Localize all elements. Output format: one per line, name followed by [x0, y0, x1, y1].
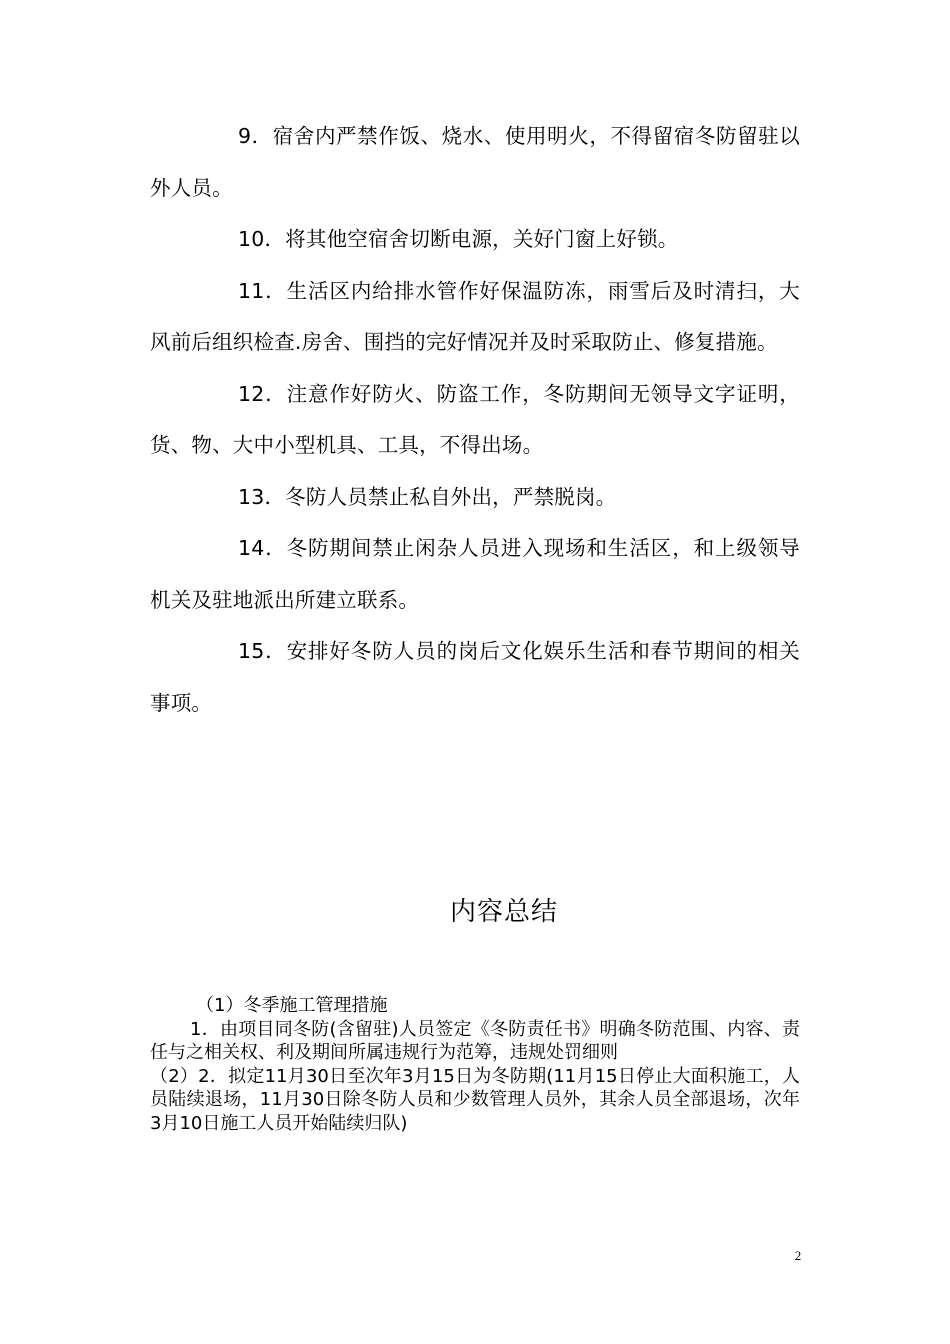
summary-item-1: 1．由项目同冬防(含留驻)人员签定《冬防责任书》明确冬防范围、内容、责任与之相关权、利及期间所属违规行为范筹，违规处罚细则 [150, 1018, 800, 1063]
paragraph-11: 11．生活区内给排水管作好保温防冻，雨雪后及时清扫，大风前后组织检查.房舍、围挡的完好情况并及时采取防止、修复措施。 [150, 278, 800, 354]
paragraph-10: 10．将其他空宿舍切断电源，关好门窗上好锁。 [238, 227, 679, 251]
page-number: 2 [794, 1248, 802, 1263]
summary-body [150, 994, 800, 1135]
paragraph-13: 13．冬防人员禁止私自外出，严禁脱岗。 [238, 484, 617, 509]
summary-item-2: （2）2．拟定11月30日至次年3月15日为冬防期(11月15日停止大面积施工，人员陆续退场，11月30日除冬防人员和少数管理人员外，其余人员全部退场，次年3月10日施工人员开始陆续归队) [150, 1065, 800, 1134]
summary-heading: （1）冬季施工管理措施 [196, 995, 388, 1016]
summary-title: 内容总结 [449, 897, 558, 927]
body-text [150, 111, 800, 729]
paragraph-14: 14．冬防期间禁止闲杂人员进入现场和生活区，和上级领导机关及驻地派出所建立联系。 [150, 536, 800, 612]
paragraph-12: 12．注意作好防火、防盗工作，冬防期间无领导文字证明，货、物、大中小型机具、工具，不得出场。 [150, 381, 800, 457]
paragraph-15: 15．安排好冬防人员的岗后文化娱乐生活和春节期间的相关事项。 [150, 639, 800, 715]
paragraph-9: 9．宿舍内严禁作饭、烧水、使用明火，不得留宿冬防留驻以外人员。 [150, 124, 800, 200]
